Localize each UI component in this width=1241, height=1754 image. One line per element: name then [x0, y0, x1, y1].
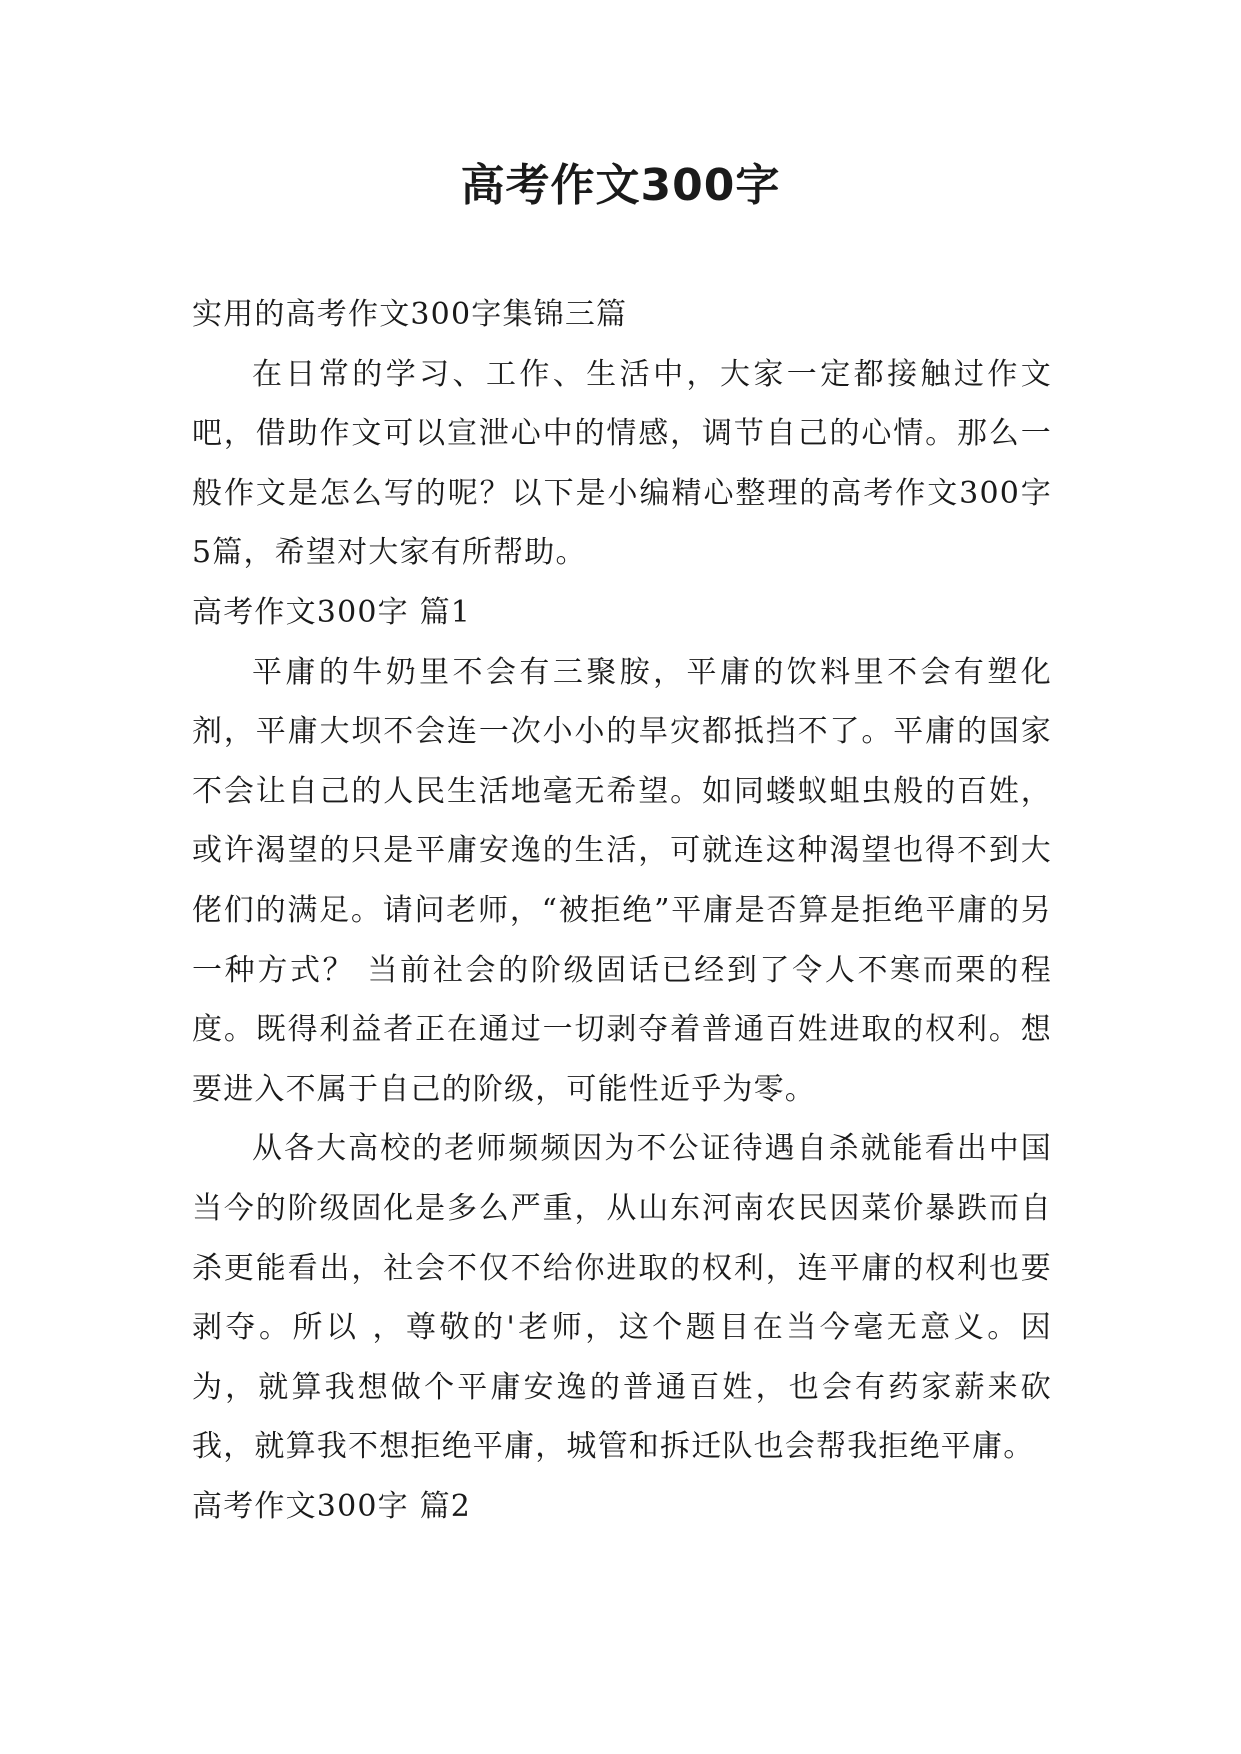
section-1-paragraph-1: 平庸的牛奶里不会有三聚胺，平庸的饮料里不会有塑化剂，平庸大坝不会连一次小小的旱灾都抵挡不了。平庸的国家不会让自己的人民生活地毫无希望。如同蝼蚁蛆虫般的百姓，或许渴望的只是平庸安逸的生活，可就连这种渴望也得不到大佬们的满足。请问老师，“被拒绝”平庸是否算是拒绝平庸的另一种方式？ 当前社会的阶级固话已经到了令人不寒而栗的程度。既得利益者正在通过一切剥夺着普通百姓进取的权利。想要进入不属于自己的阶级，可能性近乎为零。	[192, 654, 1052, 1107]
document-body	[192, 285, 1052, 1536]
document-title: 高考作文300字	[460, 160, 781, 211]
document-subtitle: 实用的高考作文300字集锦三篇	[192, 297, 628, 332]
section-heading-1: 高考作文300字 篇1	[192, 594, 472, 630]
section-heading-2: 高考作文300字 篇2	[192, 1488, 472, 1524]
intro-paragraph: 在日常的学习、工作、生活中，大家一定都接触过作文吧，借助作文可以宣泄心中的情感，调节自己的心情。那么一般作文是怎么写的呢？以下是小编精心整理的高考作文300字5篇，希望对大家有所帮助。	[192, 356, 1052, 571]
section-1-paragraph-2: 从各大高校的老师频频因为不公证待遇自杀就能看出中国当今的阶级固化是多么严重，从山东河南农民因菜价暴跌而自杀更能看出，社会不仅不给你进取的权利，连平庸的权利也要剥夺。所以 ，尊敬的'老师，这个题目在当今毫无意义。因为，就算我想做个平庸安逸的普通百姓，也会有药家薪来砍我，就算我不想拒绝平庸，城管和拆迁队也会帮我拒绝平庸。	[192, 1131, 1052, 1465]
